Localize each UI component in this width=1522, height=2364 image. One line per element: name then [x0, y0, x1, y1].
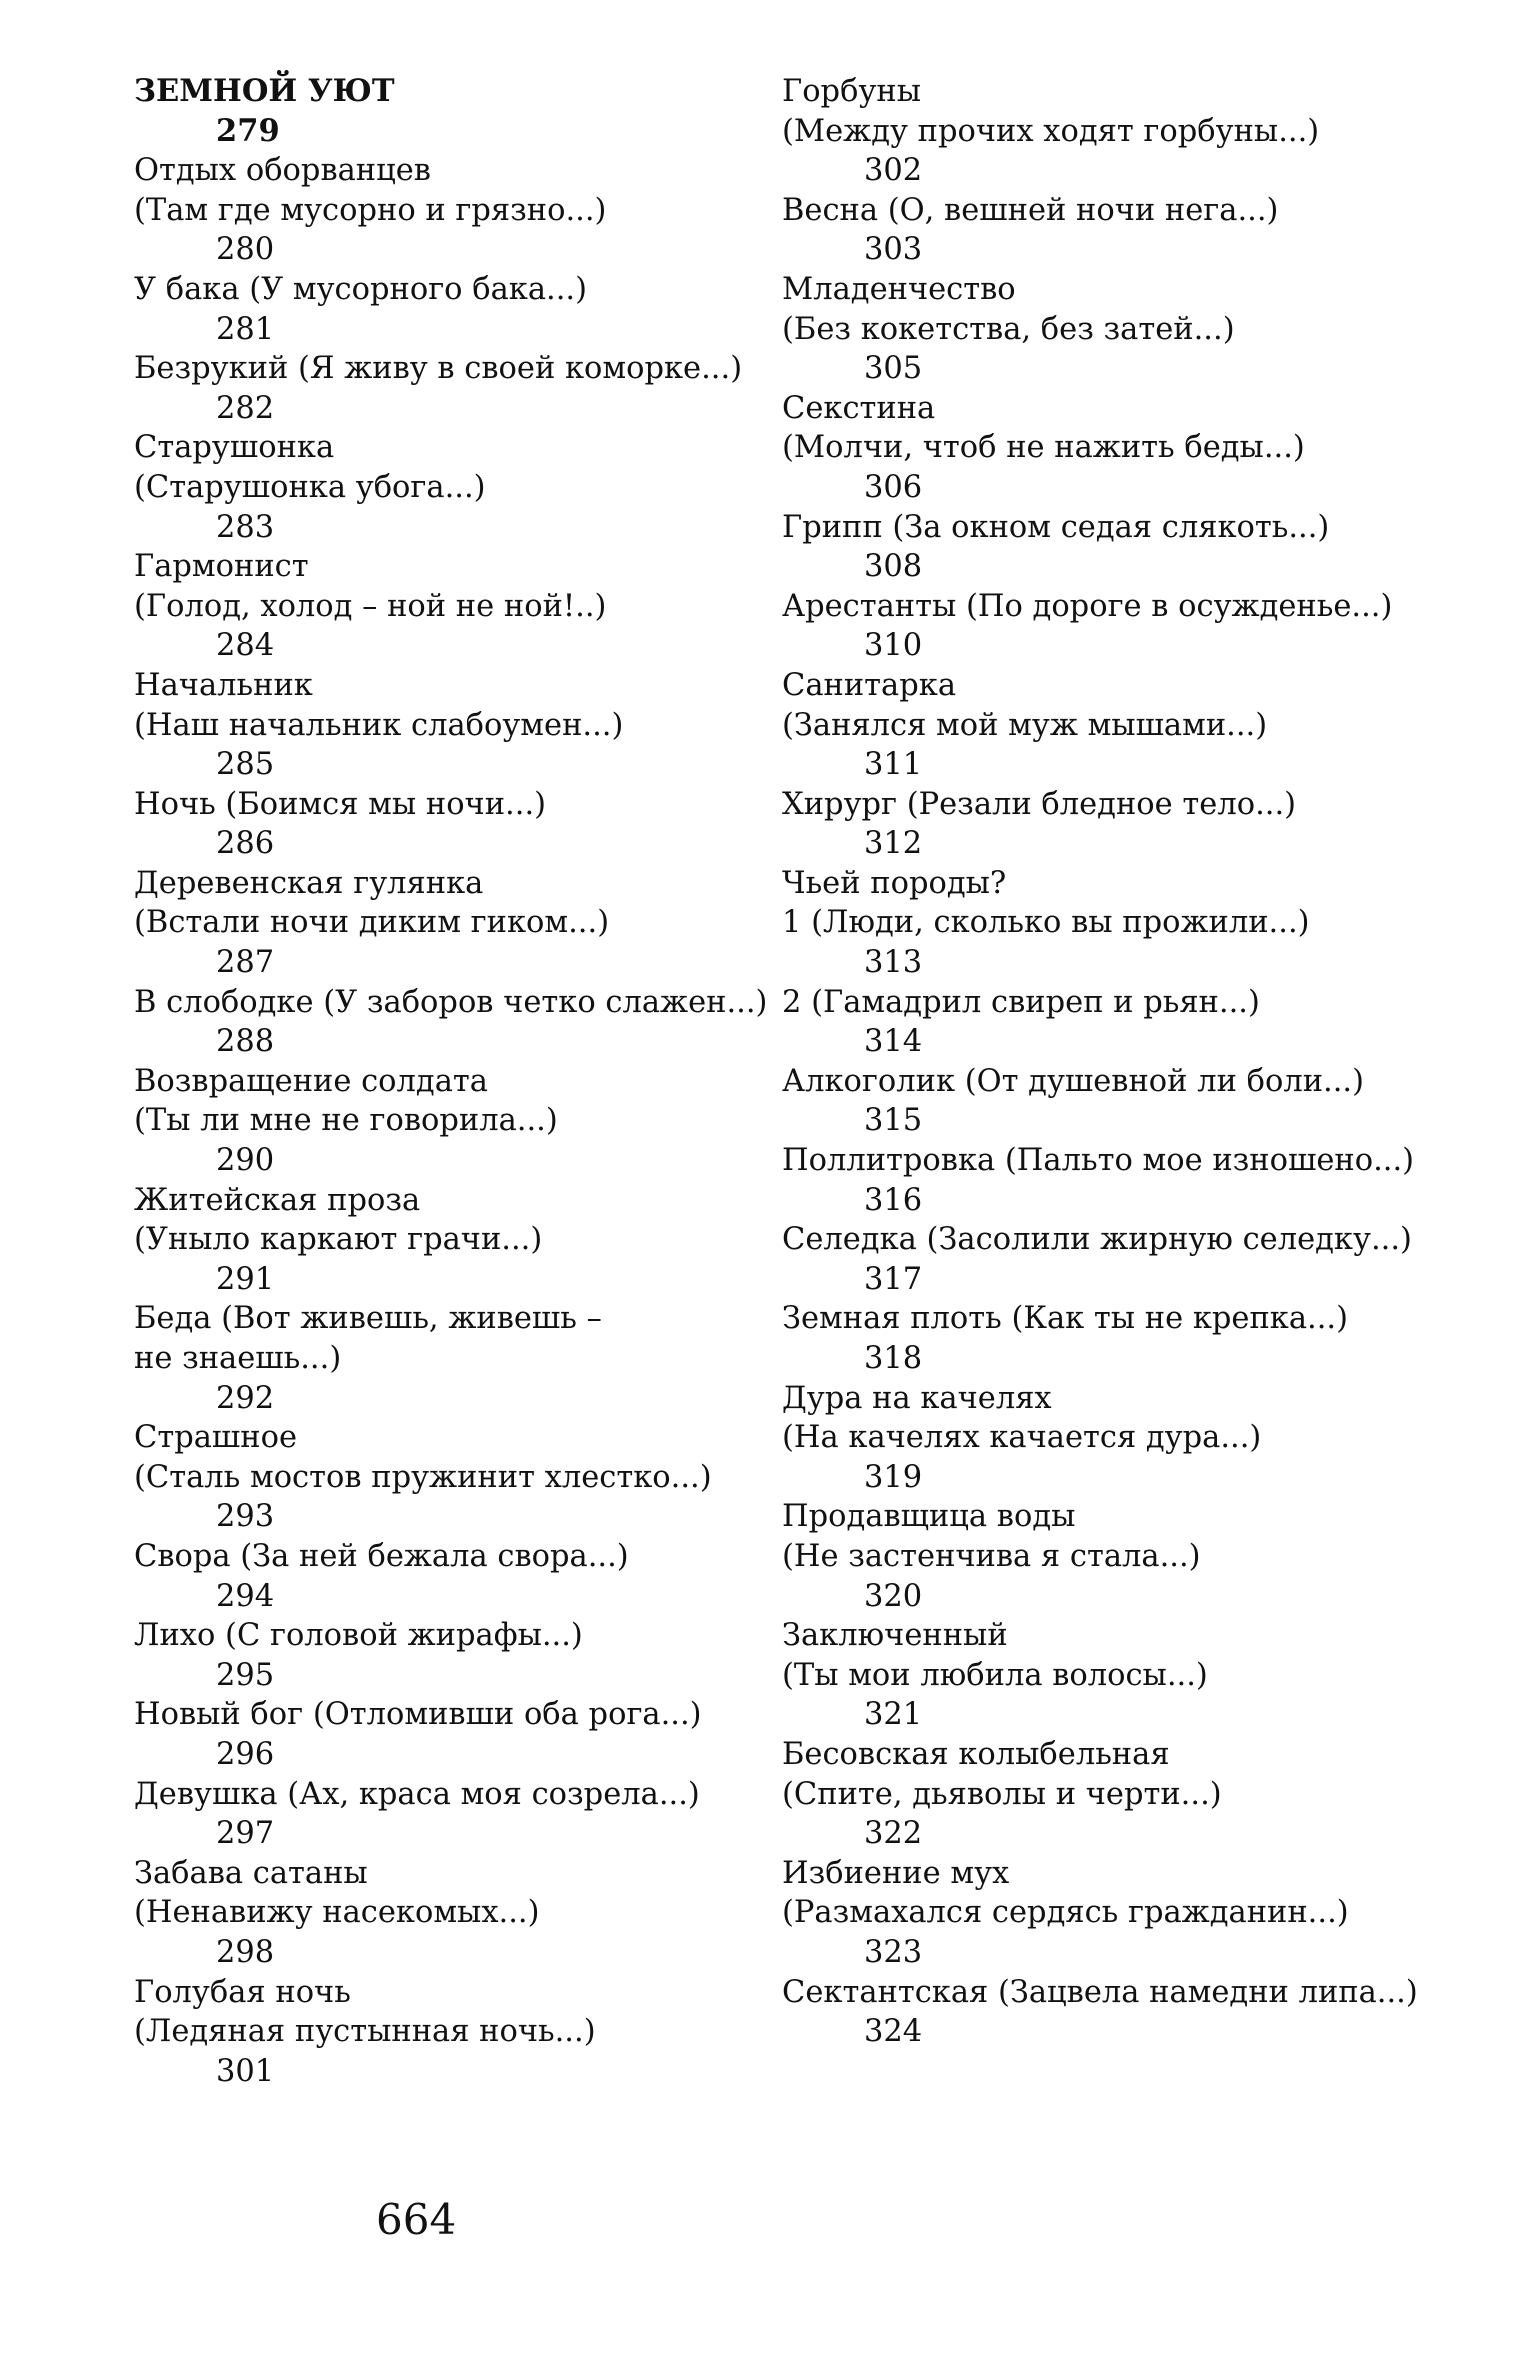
toc-entry [134, 1062, 754, 1181]
toc-entry-title: Младенчество [782, 271, 1016, 307]
toc-entry-title: Беда (Вот живешь, живешь – [134, 1301, 602, 1337]
toc-entry-title: Секстина [782, 390, 936, 426]
toc-entry-first-line: (Уныло каркают грачи...) [134, 1222, 543, 1258]
toc-entry-title: Поллитровка (Пальто мое изношено...) [782, 1143, 1415, 1179]
toc-entry-title: Отдых оборванцев [134, 153, 431, 189]
toc-entry-first-line: (Между прочих ходят горбуны...) [782, 113, 1320, 149]
toc-entry-page: 294 [216, 1578, 275, 1614]
toc-entry-title: Дура на качелях [782, 1380, 1052, 1416]
toc-entry-first-line: (Без кокетства, без затей...) [782, 311, 1235, 347]
toc-entry-page: 291 [216, 1261, 275, 1297]
toc-entry-title: Старушонка [134, 430, 335, 466]
toc-entry-title: Безрукий (Я живу в своей коморке...) [134, 351, 743, 387]
toc-entry-page: 302 [864, 153, 923, 189]
toc-entry-page: 286 [216, 826, 275, 862]
toc-entry-title: Хирург (Резали бледное тело...) [782, 786, 1297, 822]
toc-entry-page: 317 [864, 1261, 923, 1297]
toc-entry-first-line: (На качелях качается дура...) [782, 1420, 1262, 1456]
toc-entry [134, 1537, 754, 1616]
toc-entry [134, 1973, 754, 2092]
toc-entry-first-line: (Молчи, чтоб не нажить беды...) [782, 430, 1305, 466]
toc-entry-page: 288 [216, 1024, 275, 1060]
toc-entry-first-line: (Там где мусорно и грязно...) [134, 192, 607, 228]
page-number: 664 [376, 2195, 457, 2244]
toc-entry-page: 319 [864, 1459, 923, 1495]
toc-entry-page: 285 [216, 747, 275, 783]
toc-entry-page: 315 [864, 1103, 923, 1139]
toc-entry-first-line: (Размахался сердясь гражданин...) [782, 1895, 1349, 1931]
toc-entry [782, 1379, 1482, 1498]
toc-entry-title: Заключенный [782, 1618, 1008, 1654]
toc-entry-title: Голубая ночь [134, 1974, 351, 2010]
toc-entry-title: Возвращение солдата [134, 1063, 488, 1099]
toc-entry [782, 864, 1482, 983]
toc-entry-title: Сектантская (Зацвела намедни липа...) [782, 1974, 1418, 2010]
toc-entry-page: 318 [864, 1341, 923, 1376]
toc-entry-title: Чьей породы? [782, 865, 1007, 901]
toc-entry [782, 666, 1482, 785]
toc-entry-page: 324 [864, 2014, 923, 2050]
toc-entry [782, 983, 1482, 1062]
toc-entry-page: 281 [216, 311, 275, 347]
toc-entry-page: 312 [864, 826, 923, 862]
toc-entry [782, 508, 1482, 587]
toc-entry [782, 389, 1482, 508]
toc-entry-first-line: (Не застенчива я стала...) [782, 1538, 1201, 1574]
toc-entry-title: Начальник [134, 667, 313, 703]
toc-entry-first-line: 1 (Люди, сколько вы прожили...) [782, 905, 1310, 941]
toc-entry-page: 311 [864, 747, 923, 783]
toc-entry-page: 303 [864, 232, 923, 268]
toc-entry-page: 284 [216, 628, 275, 664]
toc-entry-page: 283 [216, 509, 275, 545]
toc-entry [134, 1418, 754, 1537]
section-title: ЗЕМНОЙ УЮТ [134, 73, 395, 109]
toc-entry-title: Санитарка [782, 667, 957, 703]
toc-entry-title: Горбуны [782, 74, 921, 109]
toc-entry [134, 349, 754, 428]
toc-entry [134, 1775, 754, 1854]
toc-entry-title: Деревенская гулянка [134, 865, 484, 901]
toc-entry-first-line: (Ты мои любила волосы...) [782, 1657, 1208, 1693]
toc-entry-title: Продавщица воды [782, 1499, 1076, 1535]
toc-entry-page: 282 [216, 390, 275, 426]
toc-entry-first-line: (Занялся мой муж мышами...) [782, 707, 1268, 743]
toc-entry-page: 295 [216, 1657, 275, 1693]
toc-entry-page: 293 [216, 1499, 275, 1535]
toc-entry-page: 320 [864, 1578, 923, 1614]
toc-entry-first-line: (Ты ли мне не говорила...) [134, 1103, 558, 1139]
toc-entry-title: Новый бог (Отломивши оба рога...) [134, 1697, 702, 1733]
toc-entry-first-line: (Наш начальник слабоумен...) [134, 707, 624, 743]
section-page-number: 279 [216, 112, 280, 149]
toc-entry-title: Забава сатаны [134, 1855, 368, 1891]
toc-entry-title: Свора (За ней бежала свора...) [134, 1538, 629, 1574]
toc-entry-page: 316 [864, 1182, 923, 1218]
toc-entry [782, 270, 1482, 389]
toc-entry-page: 310 [864, 628, 923, 664]
toc-entry-title: У бака (У мусорного бака...) [134, 271, 588, 307]
toc-entry-title: Селедка (Засолили жирную селедку...) [782, 1222, 1412, 1258]
toc-entry [134, 785, 754, 864]
toc-entry [782, 1973, 1482, 2052]
toc-entry [782, 1735, 1482, 1854]
toc-entry-page: 323 [864, 1934, 923, 1970]
toc-entry [134, 1181, 754, 1300]
toc-entry-page: 297 [216, 1816, 275, 1852]
toc-entry-first-line: (Спите, дьяволы и черти...) [782, 1776, 1222, 1812]
toc-entry-title: Девушка (Ах, краса моя созрела...) [134, 1776, 700, 1812]
toc-entry [782, 1141, 1482, 1220]
toc-entry [782, 587, 1482, 666]
toc-entry [782, 1616, 1482, 1735]
toc-entry-title: Лихо (С головой жирафы...) [134, 1618, 583, 1654]
toc-entry-title: Гармонист [134, 549, 309, 585]
toc-entry-first-line: (Сталь мостов пружинит хлестко...) [134, 1459, 712, 1495]
toc-entry-title: Земная плоть (Как ты не крепка...) [782, 1301, 1349, 1337]
toc-entry-title: Житейская проза [134, 1182, 421, 1218]
toc-entry-title: Грипп (За окном седая слякоть...) [782, 509, 1330, 545]
toc-entry [782, 72, 1482, 191]
toc-entry-page: 301 [216, 2053, 275, 2089]
toc-entry-page: 287 [216, 945, 275, 981]
toc-entry-first-line: (Встали ночи диким гиком...) [134, 905, 610, 941]
toc-entry-page: 306 [864, 469, 923, 505]
toc-entry [134, 1299, 754, 1418]
toc-entry-page: 308 [864, 549, 923, 585]
toc-entry-page: 296 [216, 1736, 275, 1772]
toc-entry-title: Страшное [134, 1420, 298, 1456]
toc-entry [134, 983, 768, 1062]
toc-entry [782, 191, 1482, 270]
toc-entry-title: Алкоголик (От душевной ли боли...) [782, 1063, 1365, 1099]
toc-entry-first-line: (Голод, холод – ной не ной!..) [134, 588, 607, 624]
toc-entry [134, 547, 754, 666]
toc-entry-first-line: не знаешь...) [134, 1341, 342, 1376]
toc-entry-title: В слободке (У заборов четко слажен...) [134, 984, 768, 1020]
toc-entry [134, 1854, 754, 1973]
toc-entry [134, 270, 754, 349]
toc-entry [782, 1497, 1482, 1616]
toc-entry [134, 666, 754, 785]
toc-entry-page: 322 [864, 1816, 923, 1852]
toc-entry-title: 2 (Гамадрил свиреп и рьян...) [782, 984, 1260, 1020]
toc-entry-title: Ночь (Боимся мы ночи...) [134, 786, 547, 822]
toc-entry [134, 151, 754, 270]
toc-entry [782, 1299, 1482, 1378]
toc-entry [782, 1854, 1482, 1973]
toc-entry-page: 321 [864, 1697, 923, 1733]
toc-entry [134, 1616, 754, 1695]
toc-entry-page: 290 [216, 1143, 275, 1179]
toc-entry-first-line: (Ледяная пустынная ночь...) [134, 2014, 596, 2050]
toc-entry [134, 428, 754, 547]
toc-entry-first-line: (Старушонка убога...) [134, 469, 486, 505]
toc-entry-page: 298 [216, 1934, 275, 1970]
toc-entry-page: 305 [864, 351, 923, 387]
toc-entry-title: Весна (О, вешней ночи нега...) [782, 192, 1279, 228]
toc-entry-title: Избиение мух [782, 1855, 1010, 1891]
toc-entry-first-line: (Ненавижу насекомых...) [134, 1895, 540, 1931]
toc-entry [782, 1220, 1482, 1299]
toc-entry [782, 1062, 1482, 1141]
toc-entry [134, 1695, 754, 1774]
toc-entries-left [134, 151, 768, 2091]
toc-entry-page: 280 [216, 232, 275, 268]
toc-entry-title: Арестанты (По дороге в осужденье...) [782, 588, 1393, 624]
toc-entry-page: 292 [216, 1380, 275, 1416]
toc-entry-title: Бесовская колыбельная [782, 1736, 1170, 1772]
toc-entry [134, 864, 754, 983]
toc-right-column [782, 72, 1482, 2052]
toc-entry [782, 785, 1482, 864]
toc-entry-page: 313 [864, 945, 923, 981]
toc-entry-page: 314 [864, 1024, 923, 1060]
toc-left-column [134, 72, 768, 2091]
